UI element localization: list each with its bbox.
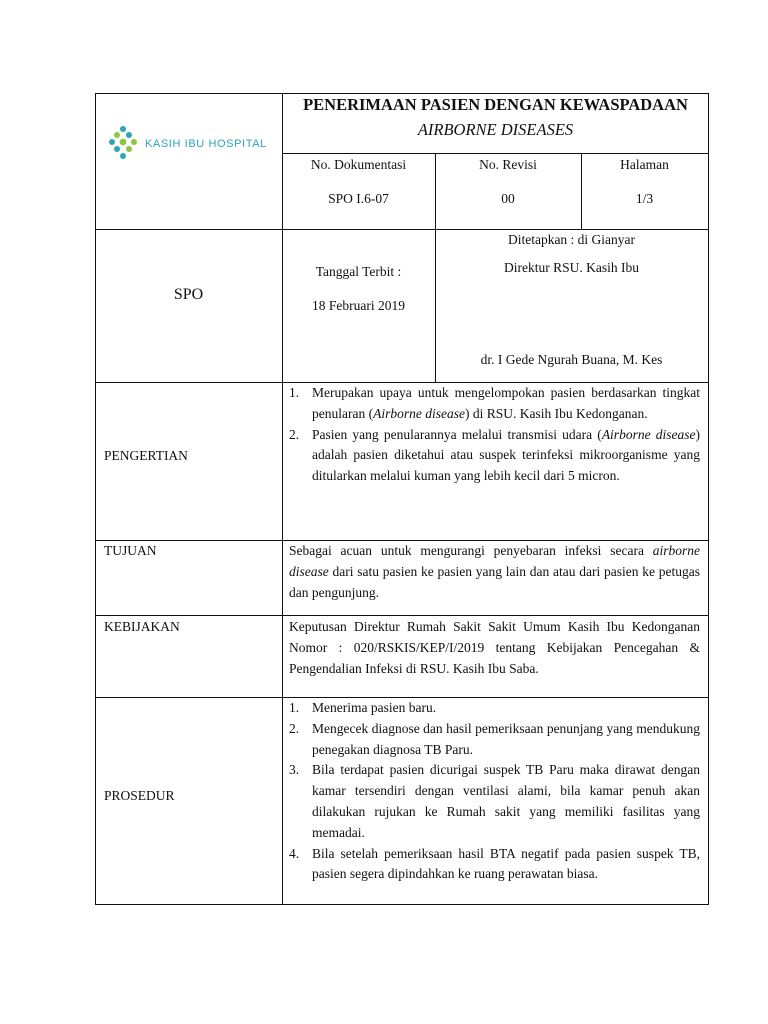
halaman-value: 1/3 (635, 191, 654, 206)
item-text: Merupakan upaya untuk mengelompokan pasien berdasarkan tingkat penularan ( (312, 385, 700, 421)
border-tujuan-bottom (95, 615, 709, 616)
no-dok-value: SPO I.6-07 (328, 191, 389, 206)
item-text: Bila setelah pemeriksaan hasil BTA negatif pada pasien suspek TB, pasien segera dipindahkan ke ruang perawatan biasa. (312, 845, 700, 882)
logo-text: KASIH IBU HOSPITAL (145, 138, 267, 150)
kebijakan-text: Keputusan Direktur Rumah Sakit Sakit Umum Kasih Ibu Kedonganan Nomor : 020/RSKIS/KEP/I/2019 tentang Kebijakan Pencegahan & Pengendalian Infeksi di RSU. Kasih Ibu Saba. (289, 619, 700, 676)
list-item (289, 844, 700, 886)
item-text: Bila terdapat pasien dicurigai suspek TB Paru maka dirawat dengan kamar tersendiri dengan ventilasi alami, bila kamar penuh akan dilakukan rujukan ke Rumah sakit yang memiliki fasilitas yang memadai. (312, 762, 700, 840)
list-item (289, 760, 700, 843)
hospital-logo (108, 124, 273, 164)
list-item (289, 719, 700, 761)
signer-name: dr. I Gede Ngurah Buana, M. Kes (480, 352, 663, 367)
border-left (95, 93, 96, 905)
ditetapkan-text: Ditetapkan : di Gianyar (507, 232, 636, 247)
item-number: 1. (289, 385, 300, 400)
direktur-text: Direktur RSU. Kasih Ibu (504, 260, 639, 275)
prosedur-label: PROSEDUR (104, 788, 175, 803)
tujuan-text (289, 541, 700, 603)
item-text: Menerima pasien baru. (312, 700, 437, 715)
tujuan-text-part: dari satu pasien ke pasien yang lain dan atau dari pasien ke petugas dan pengunjung. (289, 563, 700, 600)
kebijakan-label: KEBIJAKAN (104, 619, 180, 634)
logo-flower-icon (108, 124, 138, 164)
tujuan-label: TUJUAN (104, 543, 157, 558)
border-top (95, 93, 709, 94)
revisi-value: 00 (501, 191, 515, 206)
item-text: ) di RSU. Kasih Ibu Kedonganan. (464, 405, 648, 421)
document-title: PENERIMAAN PASIEN DENGAN KEWASPADAAN (303, 95, 688, 114)
item-emphasis: Airborne disease (601, 426, 696, 442)
spo-label: SPO (173, 286, 204, 303)
border-bottom (95, 904, 709, 905)
list-item (289, 425, 700, 487)
pengertian-label: PENGERTIAN (104, 448, 188, 463)
tujuan-text-part: Sebagai acuan untuk mengurangi penyebaran infeksi secara (289, 543, 653, 558)
no-dok-label: No. Dokumentasi (310, 157, 407, 172)
item-number: 3. (289, 762, 300, 778)
border-title-bottom (282, 153, 709, 154)
halaman-label: Halaman (620, 157, 669, 172)
item-number: 4. (289, 845, 300, 861)
list-item (289, 383, 700, 425)
tanggal-terbit-label: Tanggal Terbit : (315, 264, 402, 279)
item-text: Mengecek diagnose dan hasil pemeriksaan penunjang yang mendukung penegakan diagnosa TB Paru. (312, 720, 700, 757)
border-right (708, 93, 709, 905)
revisi-label: No. Revisi (479, 157, 537, 172)
tanggal-terbit-value: 18 Februari 2019 (312, 298, 405, 313)
document-subtitle: AIRBORNE DISEASES (417, 120, 574, 139)
item-text: ) adalah pasien diketahui atau suspek terinfeksi mikroorganisme yang ditularkan melalui kuman yang lebih kecil dari 5 micron. (312, 426, 700, 484)
item-text: Pasien yang penularannya melalui transmisi udara ( (312, 426, 602, 442)
tujuan-emphasis: airborne disease (289, 543, 700, 579)
border-col-divider (282, 93, 283, 905)
prosedur-list (289, 698, 700, 885)
item-emphasis: Airborne disease (373, 405, 465, 421)
pengertian-list (289, 383, 700, 487)
item-number: 1. (289, 700, 300, 715)
item-number: 2. (289, 720, 300, 736)
item-number: 2. (289, 426, 300, 442)
list-item (289, 698, 700, 719)
